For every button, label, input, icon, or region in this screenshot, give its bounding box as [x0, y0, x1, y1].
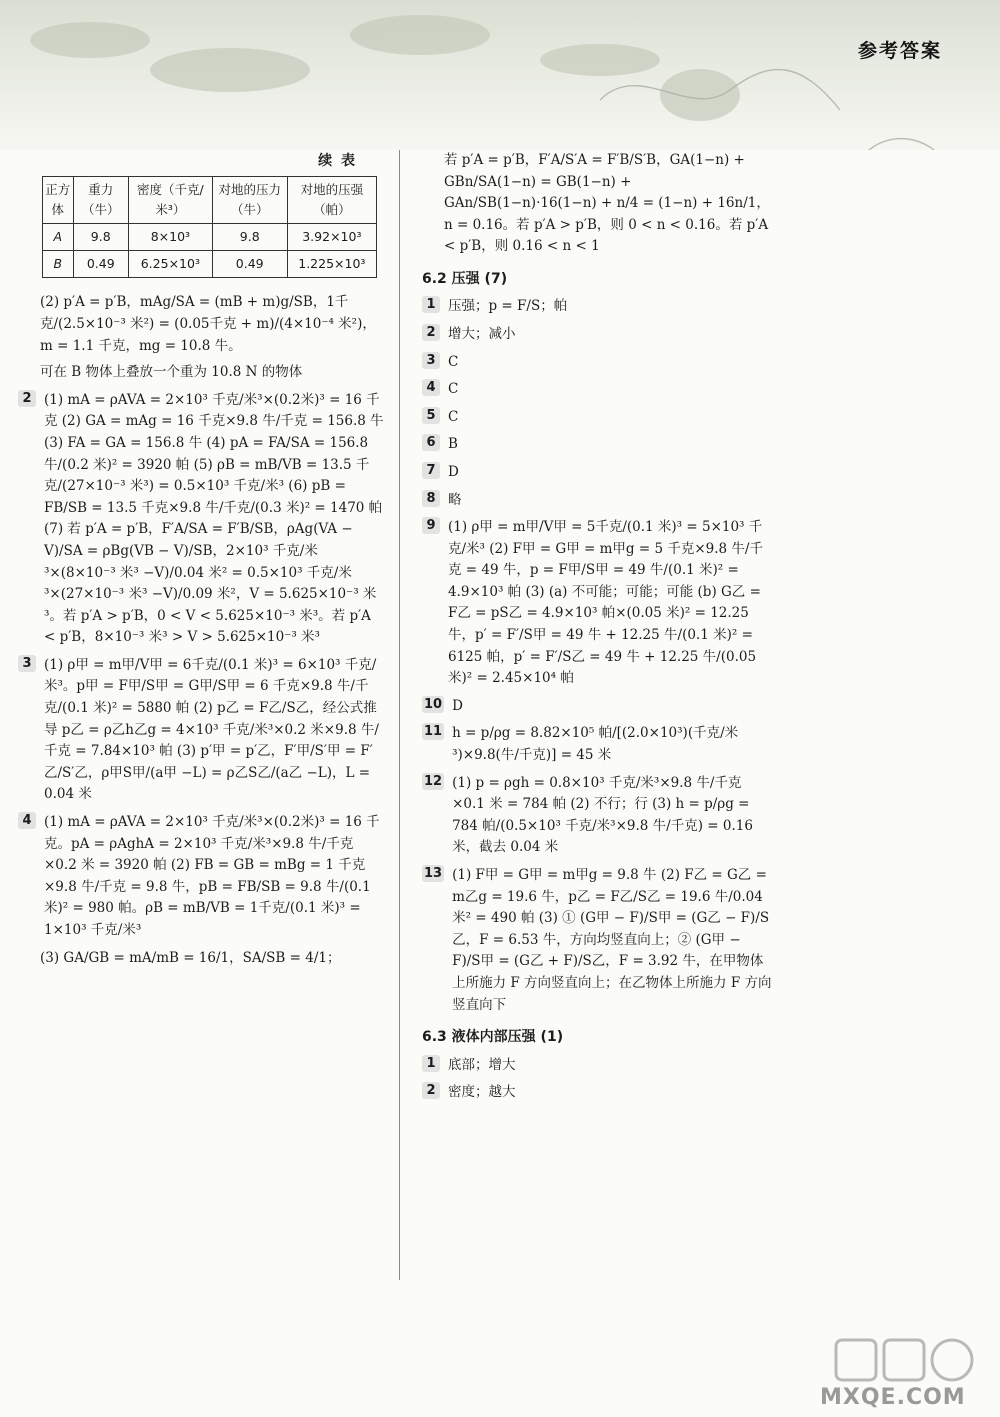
answer-text: 略	[448, 491, 462, 508]
question-number: 2	[18, 390, 36, 407]
answer-text: (1) p = ρgh = 0.8×10³ 千克/米³×9.8 牛/千克×0.1 米 = 784 帕 (2) 不行；行 (3) h = p/ρg = 784 帕/(0.5×10³ 千克/米³×9.8 牛/千克) = 0.16 米，截去 0.04 米	[452, 774, 753, 856]
table-cell: 6.25×10³	[129, 251, 213, 278]
table-header-cell: 正方体	[43, 177, 74, 224]
question-item	[426, 324, 773, 346]
answer-text: C	[448, 408, 459, 425]
table-row	[43, 224, 377, 251]
question-item	[424, 723, 773, 766]
question-number: 2	[422, 324, 440, 341]
table-cell: 0.49	[73, 251, 129, 278]
section-title: 6.3 液体内部压强 (1)	[422, 1029, 564, 1046]
table-cell: 0.49	[212, 251, 287, 278]
table-cell: B	[43, 251, 74, 278]
question-item	[426, 379, 773, 401]
table-caption: 续 表	[318, 153, 357, 169]
data-table	[42, 176, 377, 278]
answer-text: C	[448, 381, 459, 398]
section-title: 6.2 压强 (7)	[422, 270, 508, 287]
right-column	[418, 150, 773, 1110]
question-item	[426, 1082, 773, 1104]
answer-text: C	[448, 353, 459, 370]
question-item	[22, 655, 385, 806]
question-item	[424, 865, 773, 1016]
question-item	[426, 296, 773, 318]
header-decoration-band	[0, 0, 1000, 150]
question-number: 1	[422, 296, 440, 313]
answer-text: (1) ρ甲 = m甲/V甲 = 6千克/(0.1 米)³ = 6×10³ 千克/米³。p甲 = F甲/S甲 = G甲/S甲 = 6 千克×9.8 牛/千克/(0.1 米)² = 5880 帕 (2) p乙 = F乙/S乙，经公式推导 p乙 = ρ乙h乙g = 4×10³ 千克/米³×0.2 米×9.8 牛/千克 = 7.84×10³ 帕 (3) p′甲 = p′乙，F′甲/S′甲 = F′乙/S′乙，ρ甲S甲/(a甲 −L) = ρ乙S乙/(a乙 −L)，L = 0.04 米	[44, 656, 379, 803]
question-item	[424, 773, 773, 859]
question-number: 10	[424, 696, 443, 712]
question-number: 11	[424, 724, 443, 740]
table-header-cell: 对地的压力（牛）	[212, 177, 287, 224]
table-row	[43, 251, 377, 278]
table-header-row	[43, 177, 377, 224]
watermark-text: MXQE.COM	[820, 1385, 966, 1410]
answer-text: (1) ρ甲 = m甲/V甲 = 5千克/(0.1 米)³ = 5×10³ 千克/米³ (2) F甲 = G甲 = m甲g = 5 千克×9.8 牛/千克 = 49 牛，p = F甲/S甲 = 49 牛/(0.1 米)² = 4.9×10³ 帕 (3) (a) 不可能；可能；可能 (b) G乙 = F乙 = pS乙 = 4.9×10³ 帕×(0.05 米)² = 12.25 牛，p′ = F′/S甲 = 49 牛 + 12.25 牛/(0.1 米)² = 6125 帕，p′ = F′/S乙 = 49 牛 + 12.25 牛/(0.05 米)² = 2.45×10⁴ 帕	[448, 519, 763, 687]
question-item	[426, 407, 773, 429]
question-number: 4	[422, 379, 440, 396]
answer-text: 可在 B 物体上叠放一个重为 10.8 N 的物体	[40, 364, 303, 381]
table-cell: 8×10³	[129, 224, 213, 251]
answer-text: D	[452, 697, 463, 714]
answer-text: h = p/ρg = 8.82×10⁵ 帕/[(2.0×10³)(千克/米³)×9.8(牛/千克)] = 45 米	[452, 725, 739, 764]
question-number: 1	[422, 1055, 440, 1072]
question-number: 6	[422, 434, 440, 451]
table-cell: 9.8	[212, 224, 287, 251]
question-item	[426, 434, 773, 456]
question-number: 12	[424, 773, 443, 789]
table-cell: A	[43, 224, 74, 251]
table-header-cell: 对地的压强（帕）	[287, 177, 376, 224]
question-number: 2	[422, 1082, 440, 1099]
question-number: 3	[422, 352, 440, 369]
table-cell: 3.92×10³	[287, 224, 376, 251]
answer-text: (3) GA/GB = mA/mB = 16/1，SA/SB = 4/1；	[40, 949, 341, 966]
question-item	[22, 390, 385, 649]
page-header-title: 参考答案	[857, 40, 942, 62]
question-number: 13	[424, 866, 443, 882]
table-cell: 1.225×10³	[287, 251, 376, 278]
answer-text: 若 p′A = p′B，F′A/S′A = F′B/S′B，GA(1−n) + GBn/SA(1−n) = GB(1−n) + GAn/SB(1−n)·16(1−n) + n/4 = (1−n) + 16n/1，n = 0.16。若 p′A > p′B，则 0 < n < 0.16。若 p′A < p′B，则 0.16 < n < 1	[444, 152, 770, 255]
left-column	[22, 150, 385, 974]
column-divider	[399, 150, 400, 1280]
answer-text: 增大；减小	[448, 325, 516, 342]
question-item	[426, 517, 773, 690]
answer-text: (1) mA = ρAVA = 2×10³ 千克/米³×(0.2米)³ = 16 千克 (2) GA = mAg = 16 千克×9.8 牛/千克 = 156.8 牛 (3) FA = GA = 156.8 牛 (4) pA = FA/SA = 156.8 牛/(0.2 米)² = 3920 帕 (5) ρB = mB/VB = 13.5 千克/(27×10⁻³ 米³) = 0.5×10³ 千克/米³ (6) pB = FB/SB = 13.5 千克×9.8 牛/千克/(0.3 米)² = 1470 帕 (7) 若 p′A = p′B，F′A/SA = F′B/SB，ρAg(VA − V)/SA = ρBg(VB − V)/SB，2×10³ 千克/米³×(8×10⁻³ 米³ −V)/0.04 米² = 0.5×10³ 千克/米³×(27×10⁻³ 米³ −V)/0.09 米²，V = 5.625×10⁻³ 米³。若 p′A > p′B，0 < V < 5.625×10⁻³ 米³。若 p′A < p′B，8×10⁻³ 米³ > V > 5.625×10⁻³ 米³	[44, 391, 384, 646]
table-header-cell: 密度（千克/米³）	[129, 177, 213, 224]
answer-text: (1) F甲 = G甲 = m甲g = 9.8 牛 (2) F乙 = G乙 = m乙g = 19.6 牛，p乙 = F乙/S乙 = 19.6 牛/0.04 米² = 490 帕 (3) ① (G甲 − F)/S甲 = (G乙 − F)/S乙，F = 6.53 牛，方向均竖直向上；② (G甲 − F)/S甲 = (G乙 + F)/S乙，F = 3.92 牛，在甲物体上所施力 F 方向竖直向上；在乙物体上所施力 F 方向竖直向下	[452, 867, 772, 1013]
answer-text: 压强；p = F/S；帕	[448, 298, 568, 315]
question-number: 4	[18, 812, 36, 829]
question-item	[426, 352, 773, 374]
question-item	[426, 490, 773, 512]
question-item	[426, 1055, 773, 1077]
question-number: 3	[18, 655, 36, 672]
question-item	[22, 812, 385, 942]
question-item	[426, 462, 773, 484]
answer-text: 密度；越大	[448, 1084, 516, 1101]
answer-text: (2) p′A = p′B，mAg/SA = (mB + m)g/SB，1千克/(2.5×10⁻³ 米²) = (0.05千克 + m)/(4×10⁻⁴ 米²)，m = 1.1 千克，mg = 10.8 牛。	[40, 294, 376, 354]
question-number: 8	[422, 490, 440, 507]
table-cell: 9.8	[73, 224, 129, 251]
question-number: 7	[422, 462, 440, 479]
answer-text: (1) mA = ρAVA = 2×10³ 千克/米³×(0.2米)³ = 16 千克。pA = ρAghA = 2×10³ 千克/米³×9.8 牛/千克×0.2 米 = 3920 帕 (2) FB = GB = mBg = 1 千克×9.8 牛/千克 = 9.8 牛，pB = FB/SB = 9.8 牛/(0.1 米)² = 980 帕。ρB = mB/VB = 1千克/(0.1 米)³ = 1×10³ 千克/米³	[44, 814, 380, 939]
question-number: 9	[422, 517, 440, 534]
leaf-pattern-decoration	[0, 0, 1000, 150]
answer-text: D	[448, 463, 459, 480]
question-number: 5	[422, 407, 440, 424]
answer-text: 底部；增大	[448, 1056, 516, 1073]
answer-text: B	[448, 436, 458, 453]
table-header-cell: 重力（牛）	[73, 177, 129, 224]
question-item	[424, 696, 773, 718]
